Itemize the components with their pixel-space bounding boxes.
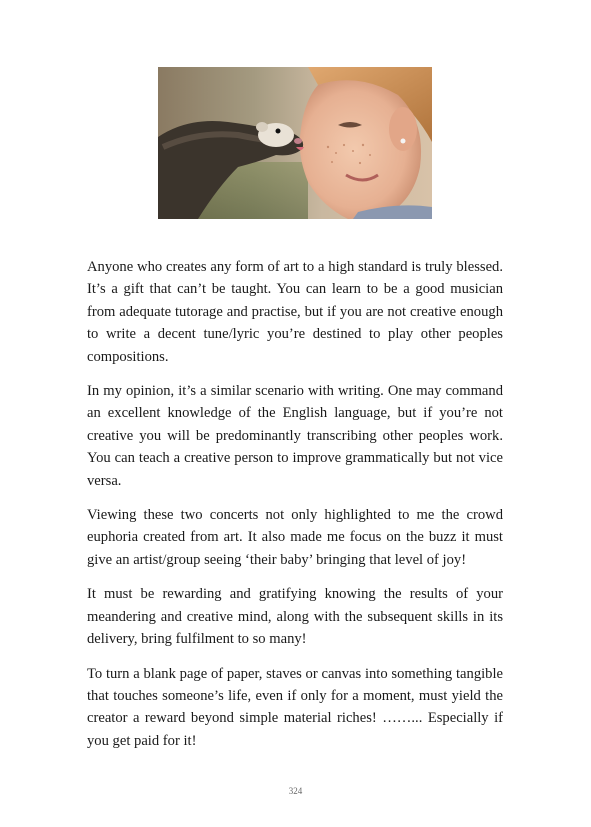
paragraph-5: To turn a blank page of paper, staves or canvas into something tangible that touches someone’s life, even if only for a moment, must yield the creator a reward beyond simple material riches! ……... Especially if you get paid for it! [87, 665, 503, 749]
paragraph-3: Viewing these two concerts not only highlighted to me the crowd euphoria created from art. It also made me focus on the buzz it must give an artist/group seeing ‘their baby’ bringing that level of joy! [87, 507, 503, 568]
paragraph-4: It must be rewarding and gratifying knowing the results of your meandering and creative mind, along with the subsequent skills in its delivery, bring fulfilment to so many! [87, 586, 503, 648]
ferret-and-girl-photo [158, 67, 432, 219]
page-number: 324 [288, 786, 303, 796]
paragraph-1: Anyone who creates any form of art to a high standard is truly blessed. It’s a gift that can’t be taught. You can learn to be a good musician from adequate tutorage and practise, but if you are not creative enough to write a decent tune/lyric you’re destined to play other peoples compositions. [87, 259, 503, 365]
paragraph-2: In my opinion, it’s a similar scenario with writing. One may command an excellent knowledge of the English language, but if you’re not creative you will be predominantly transcribing other peoples work. You can teach a creative person to improve grammatically but not vice versa. [87, 383, 503, 489]
body-text [87, 256, 503, 764]
